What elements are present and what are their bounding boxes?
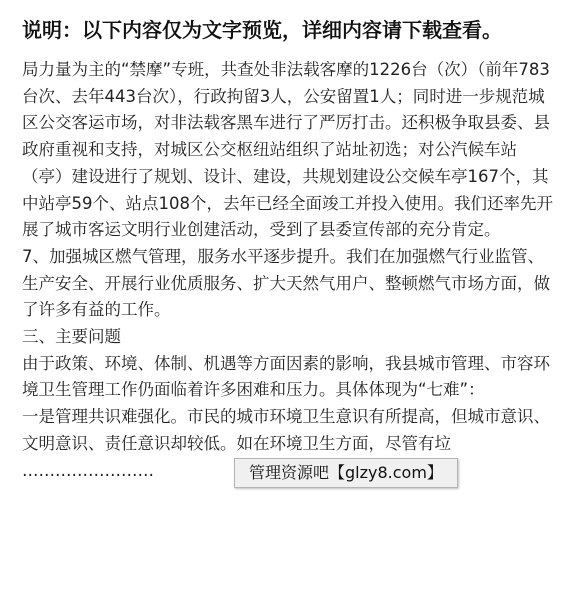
paragraph-taxi-regulation: 局力量为主的“禁摩”专班，共查处非法载客摩的1226台（次）（前年783台次、去年443台次），行政拘留3人，公安留置1人；同时进一步规范城区公交客运市场，对非法载客黑车进行了严厉打击。还积极争取县委、县政府重视和支持，对城区公交枢纽站组织了站址初选；对公汽候车站（亭）建设进行了规划、设计、建设，共规划建设公交候车亭167个，其中站亭59个、站点108个，去年已经全面竣工并投入使用。我们还率先开展了城市客运文明行业创建活动，受到了县委宣传部的充分肯定。 bbox=[22, 60, 553, 240]
section-heading-main-problems: 三、主要问题 bbox=[22, 327, 121, 347]
paragraph-problem-one: 一是管理共识难强化。市民的城市环境卫生意识有所提高，但城市意识、文明意识、责任意识却较低。如在环境卫生方面，尽管有垃 bbox=[22, 407, 550, 453]
watermark-banner: 管理资源吧【glzy8.com】 bbox=[234, 458, 458, 488]
truncation-ellipsis: …………………… bbox=[22, 460, 154, 480]
preview-notice: 说明：以下内容仅为文字预览，详细内容请下载查看。 bbox=[22, 18, 502, 42]
paragraph-gas-management: 7、加强城区燃气管理，服务水平逐步提升。我们在加强燃气行业监管、生产安全、开展行业优质服务、扩大天然气用户、整顿燃气市场方面，做了许多有益的工作。 bbox=[22, 246, 550, 320]
document-content bbox=[22, 57, 554, 484]
paragraph-problems-intro: 由于政策、环境、体制、机遇等方面因素的影响，我县城市管理、市容环境卫生管理工作仍面临着许多困难和压力。具体体现为“七难”： bbox=[22, 353, 550, 400]
